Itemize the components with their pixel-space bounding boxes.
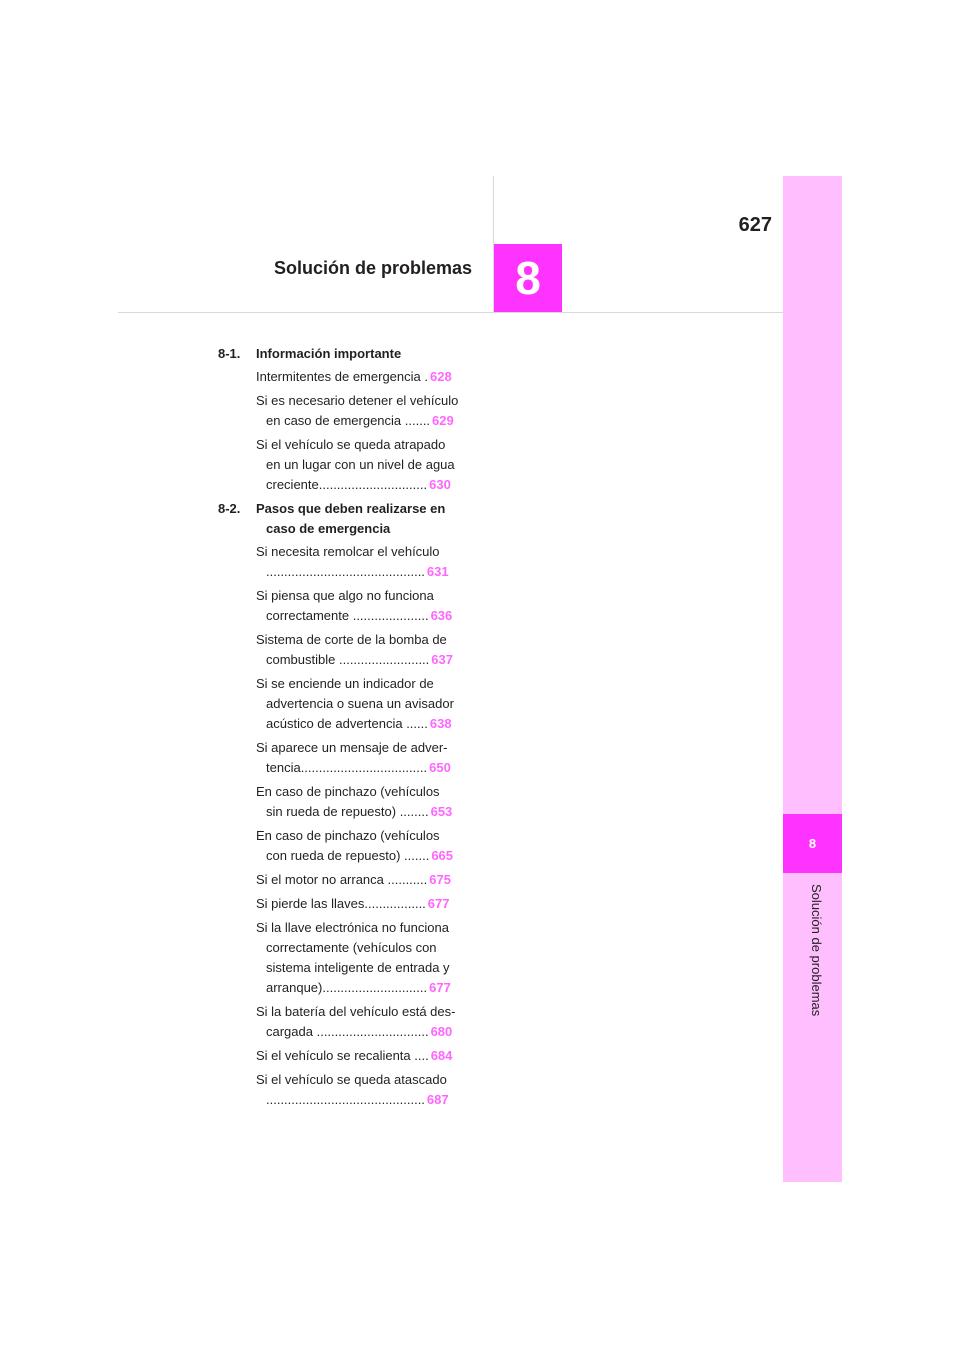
section-number: 8-2. — [218, 501, 241, 516]
entry-text-line: ............................................ — [266, 1092, 425, 1107]
entry-last-line — [256, 1046, 468, 1066]
entry-text-line: Intermitentes de emergencia . — [256, 369, 428, 384]
entry-text-line: Si la batería del vehículo está des- — [256, 1004, 456, 1019]
entry-text-line: Si es necesario detener el vehículo — [256, 393, 459, 408]
section-heading — [218, 344, 468, 364]
entry-last-line — [256, 870, 468, 890]
entry-last-line — [256, 475, 468, 495]
toc-entry[interactable] — [218, 435, 468, 495]
entry-text-line: creciente.............................. — [266, 477, 428, 492]
chapter-number: 8 — [515, 252, 541, 304]
entry-text-line: Si el motor no arranca ........... — [256, 872, 428, 887]
entry-text-line: correctamente ..................... — [266, 608, 429, 623]
toc-entry[interactable] — [218, 367, 468, 387]
side-tab-number: 8 — [808, 836, 817, 851]
page-reference-link[interactable]: 637 — [431, 652, 453, 667]
page-reference-link[interactable]: 628 — [429, 369, 452, 384]
page-reference-link[interactable]: 629 — [432, 413, 454, 428]
toc-entry[interactable] — [218, 1002, 468, 1042]
entry-text-line: en caso de emergencia ....... — [266, 413, 431, 428]
toc-entry[interactable] — [218, 782, 468, 822]
toc-entry[interactable] — [218, 1046, 468, 1066]
toc-section — [218, 344, 468, 495]
page-reference-link[interactable]: 687 — [426, 1092, 449, 1107]
entry-text-line: Si el vehículo se queda atascado — [256, 1072, 447, 1087]
entry-last-line — [256, 978, 468, 998]
section-title-line: Información importante — [256, 346, 402, 361]
header-horizontal-rule — [118, 312, 783, 313]
entry-text-line: Si el vehículo se queda atrapado — [256, 437, 446, 452]
entry-last-line — [256, 367, 468, 387]
section-title — [256, 344, 468, 364]
entry-last-line — [256, 1090, 468, 1110]
chapter-title: Solución de problemas — [273, 258, 472, 278]
section-heading — [218, 499, 468, 539]
entry-last-line — [256, 411, 468, 431]
page-reference-link[interactable]: 675 — [429, 872, 451, 887]
section-title-line: Pasos que deben realizarse en — [256, 501, 446, 516]
toc-entry[interactable] — [218, 826, 468, 866]
entry-last-line — [256, 606, 468, 626]
entry-text-line: con rueda de repuesto) ....... — [266, 848, 430, 863]
toc-section — [218, 499, 468, 1110]
toc-entry[interactable] — [218, 630, 468, 670]
entry-last-line — [256, 1022, 468, 1042]
entry-text-line: advertencia o suena un avisador — [266, 696, 454, 711]
entry-text-line: tencia................................... — [266, 760, 428, 775]
entry-text-line: En caso de pinchazo (vehículos — [256, 828, 440, 843]
entry-text-line: Si se enciende un indicador de — [256, 676, 434, 691]
entry-text-line: sin rueda de repuesto) ........ — [266, 804, 429, 819]
entry-text-line: acústico de advertencia ...... — [266, 716, 428, 731]
entry-text-line: ............................................ — [266, 564, 425, 579]
page-reference-link[interactable]: 677 — [427, 896, 450, 911]
entry-text-line: Si el vehículo se recalienta .... — [256, 1048, 429, 1063]
page-reference-link[interactable]: 630 — [429, 477, 451, 492]
entry-text-line: combustible ......................... — [266, 652, 430, 667]
entry-text-line: Si piensa que algo no funciona — [256, 588, 434, 603]
page-reference-link[interactable]: 653 — [430, 804, 453, 819]
entry-last-line — [256, 650, 468, 670]
entry-last-line — [256, 846, 468, 866]
entry-text-line: correctamente (vehículos con — [266, 940, 437, 955]
entry-text-line: Sistema de corte de la bomba de — [256, 632, 447, 647]
toc-entry[interactable] — [218, 870, 468, 890]
side-tab-label: Solución de problemas — [809, 884, 824, 1017]
page-number: 627 — [738, 214, 772, 236]
entry-last-line — [256, 714, 468, 734]
entry-text-line: arranque)............................. — [266, 980, 428, 995]
entry-text-line: Si necesita remolcar el vehículo — [256, 544, 440, 559]
entry-text-line: Si aparece un mensaje de adver- — [256, 740, 448, 755]
toc-entry[interactable] — [218, 894, 468, 914]
entry-text-line: Si la llave electrónica no funciona — [256, 920, 449, 935]
entry-text-line: en un lugar con un nivel de agua — [266, 457, 455, 472]
entry-last-line — [256, 802, 468, 822]
entry-text-line: cargada ............................... — [266, 1024, 429, 1039]
toc-entry[interactable] — [218, 918, 468, 998]
page-reference-link[interactable]: 677 — [429, 980, 451, 995]
page-reference-link[interactable]: 631 — [426, 564, 449, 579]
page-reference-link[interactable]: 684 — [430, 1048, 453, 1063]
entry-last-line — [256, 758, 468, 778]
toc-entry[interactable] — [218, 738, 468, 778]
page-reference-link[interactable]: 665 — [431, 848, 454, 863]
toc-entry[interactable] — [218, 586, 468, 626]
entry-text-line: sistema inteligente de entrada y — [266, 960, 450, 975]
entry-text-line: En caso de pinchazo (vehículos — [256, 784, 440, 799]
section-title — [256, 499, 468, 539]
entry-last-line — [256, 894, 468, 914]
toc-entry[interactable] — [218, 391, 468, 431]
page-reference-link[interactable]: 680 — [430, 1024, 453, 1039]
side-tab-marker — [783, 814, 842, 873]
toc-entry[interactable] — [218, 542, 468, 582]
section-title-line: caso de emergencia — [266, 521, 391, 536]
page-reference-link[interactable]: 638 — [429, 716, 452, 731]
chapter-number-box — [494, 244, 562, 312]
section-number: 8-1. — [218, 346, 241, 361]
toc-entry[interactable] — [218, 674, 468, 734]
entry-last-line — [256, 562, 468, 582]
page-reference-link[interactable]: 650 — [429, 760, 451, 775]
entry-text-line: Si pierde las llaves................. — [256, 896, 426, 911]
side-tab[interactable] — [783, 176, 842, 1182]
toc-entry[interactable] — [218, 1070, 468, 1110]
table-of-contents — [218, 344, 468, 1114]
page-reference-link[interactable]: 636 — [430, 608, 453, 623]
